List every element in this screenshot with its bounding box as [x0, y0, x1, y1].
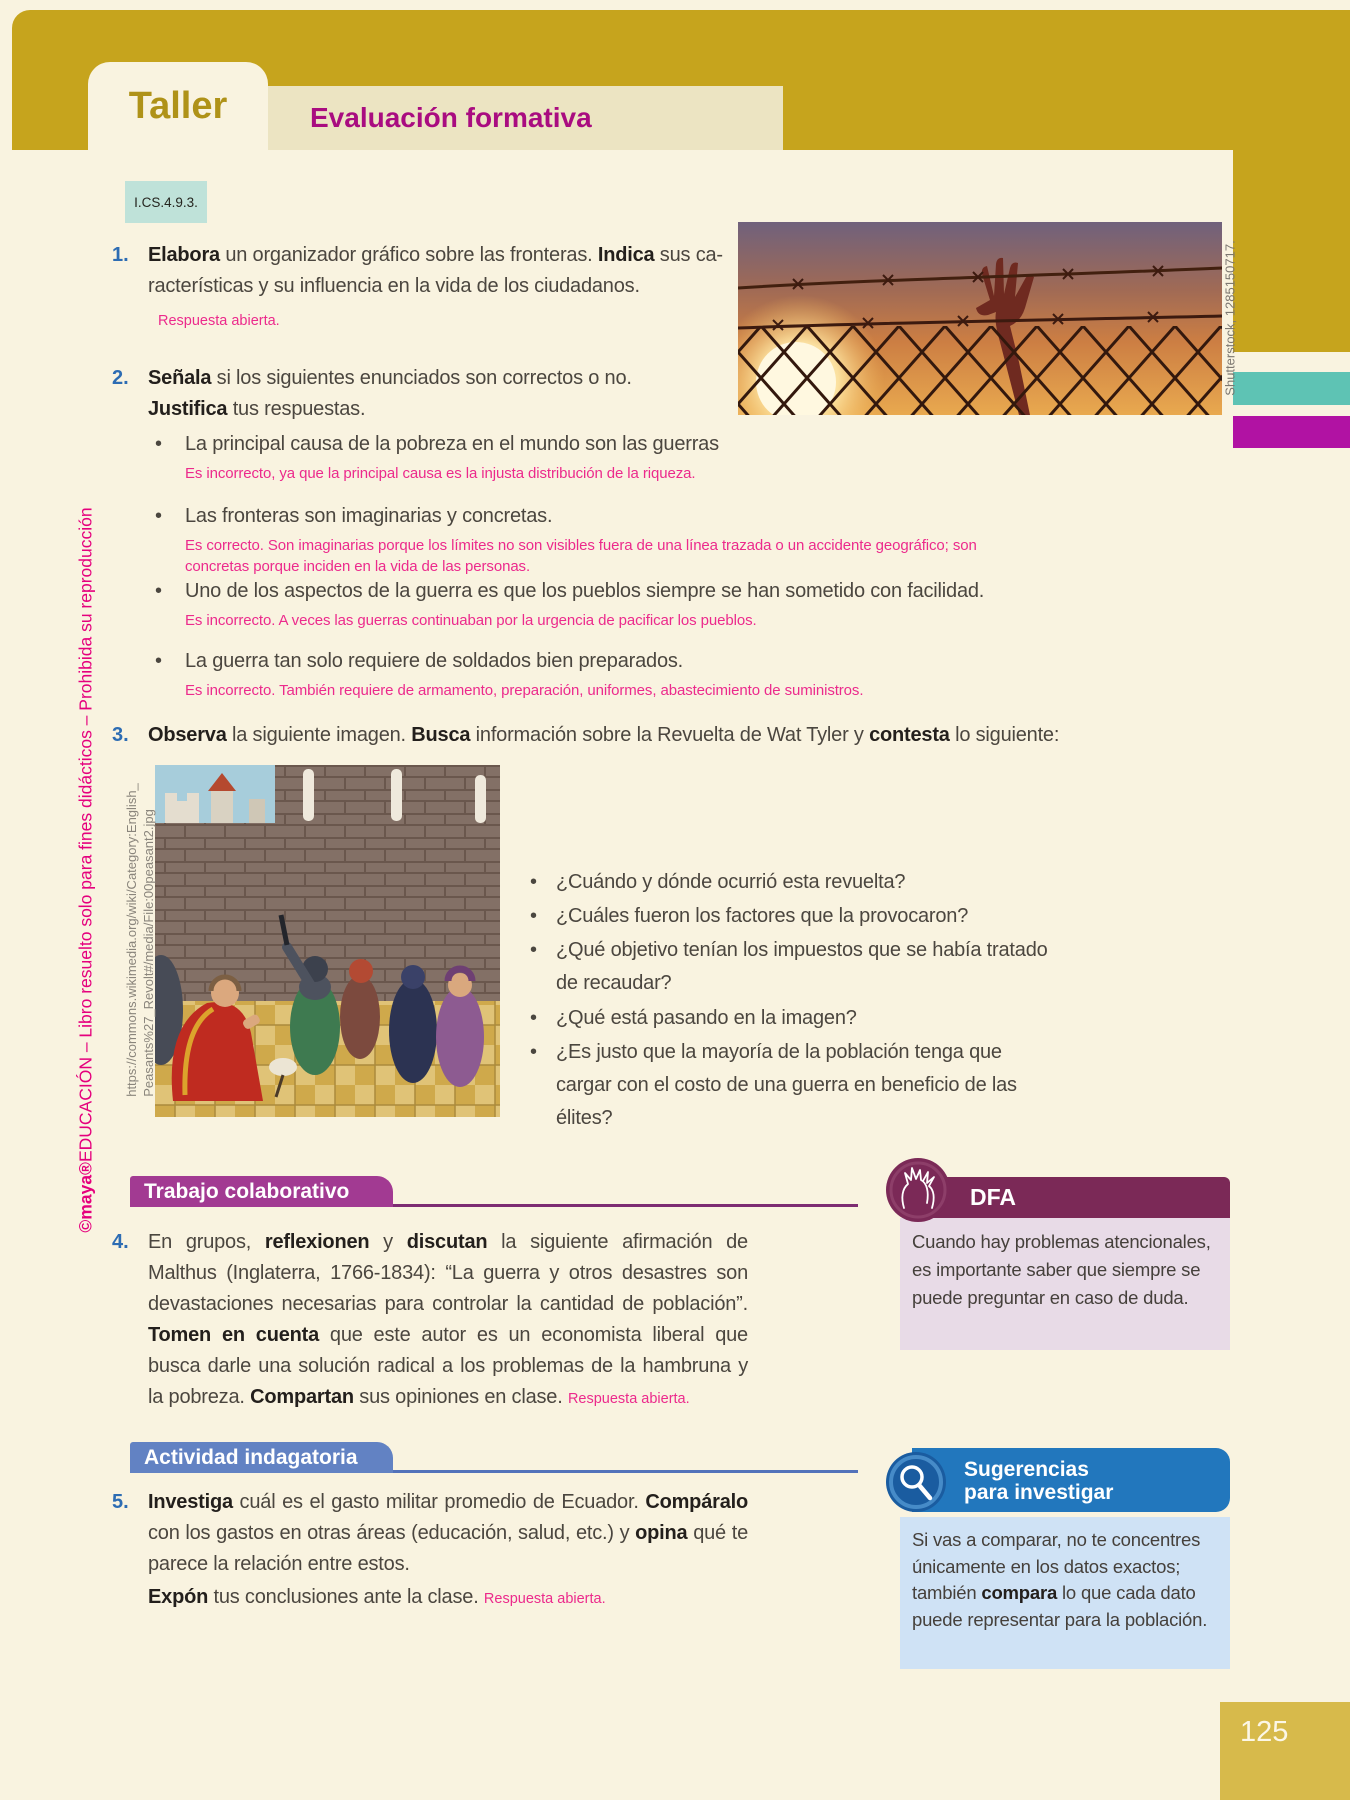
question-4: • ¿Qué está pasando en la imagen?	[556, 1002, 1061, 1035]
image-source-credit: https://commons.wikimedia.org/wiki/Category:English_ Peasants%27_Revolt#/media/File:00peasant2.jpg	[124, 783, 156, 1097]
exercise-1-answer: Respuesta abierta.	[158, 313, 280, 329]
suggestions-box-header: Sugerencias para investigar	[912, 1448, 1230, 1512]
right-magenta-bar	[1233, 416, 1350, 448]
page-number-block	[1220, 1702, 1350, 1800]
statement-4: • La guerra tan solo requiere de soldados bien preparados.	[185, 647, 1025, 675]
exercise-1-text: Elabora un organizador gráfico sobre las fronteras. Indica sus características y su influencia en la vida de los ciudadanos.	[148, 244, 724, 297]
exercise-5-answer: Respuesta abierta.	[483, 1591, 606, 1607]
exercise-2-number: 2.	[112, 367, 129, 389]
exercise-4-number: 4.	[112, 1231, 129, 1253]
right-teal-bar	[1233, 372, 1350, 405]
question-5: • ¿Es justo que la mayoría de la población tenga que cargar con el costo de una guerra en beneficio de las élites?	[556, 1036, 1061, 1135]
exercise-3-number: 3.	[112, 724, 129, 746]
statement-3-answer: Es incorrecto. A veces las guerras continuaban por la urgencia de pacificar los pueblos.	[185, 612, 757, 629]
dfa-box-body: Cuando hay problemas atencionales, es importante saber que siempre se puede preguntar en caso de duda.	[900, 1218, 1230, 1350]
exercise-5-number: 5.	[112, 1491, 129, 1513]
exercise-4-text: En grupos, reflexionen y discutan la siguiente afirmación de Malthus (Inglaterra, 1766-1834): “La guerra y otros desastres son devastaciones necesarias para controlar la cantidad de población”. Tomen en cuenta que este autor es un economista liberal que busca darle una solución radical a los problemas de la hambruna y la pobreza. Compartan sus opiniones en clase. Respuesta abierta.	[148, 1231, 748, 1408]
search-icon	[884, 1450, 948, 1519]
exercise-4-answer: Respuesta abierta.	[567, 1391, 690, 1407]
question-1: • ¿Cuándo y dónde ocurrió esta revuelta?	[556, 866, 1061, 899]
curriculum-code-badge: I.CS.4.9.3.	[125, 181, 207, 223]
statement-2-answer: Es correcto. Son imaginarias porque los límites no son visibles fuera de una línea trazada o un accidente geográfico; son concretas porque inciden en la vida de las personas.	[185, 537, 977, 575]
publisher-logo-text: ©maya®	[75, 1162, 96, 1233]
photo-credit: Shutterstock, 1285150717.	[1222, 240, 1238, 396]
tab-taller	[88, 62, 268, 150]
banner-actividad-indagatoria: Actividad indagatoria	[130, 1442, 393, 1473]
exercise-2-text: Señala si los siguientes enunciados son correctos o no. Justifica tus respuestas.	[148, 367, 632, 420]
question-3: • ¿Qué objetivo tenían los impuestos que se había tratado de recaudar?	[556, 934, 1061, 1000]
tab-taller-label: Taller	[128, 84, 228, 127]
dfa-box-header: DFA	[910, 1177, 1230, 1218]
page-title: Evaluación formativa	[310, 102, 592, 133]
sidebar-copyright: ©maya®EDUCACIÓN – Libro resuelto solo para fines didácticos – Prohibida su reproducción	[75, 507, 96, 1233]
right-gold-block	[1233, 150, 1350, 352]
exercise-1-number: 1.	[112, 244, 129, 266]
suggestions-box-body: Si vas a comparar, no te concentres únicamente en los datos exactos; también compara lo que cada dato puede representar para la población.	[900, 1517, 1230, 1669]
statement-2: • Las fronteras son imaginarias y concretas.	[185, 502, 1025, 530]
exercise-3-text: Observa la siguiente imagen. Busca información sobre la Revuelta de Wat Tyler y contesta lo siguiente:	[148, 724, 1060, 746]
statement-4-answer: Es incorrecto. También requiere de armamento, preparación, uniformes, abastecimiento de suministros.	[185, 682, 864, 699]
header-title-strip	[268, 86, 783, 150]
page-number: 125	[1240, 1716, 1289, 1748]
exercise-5-text-2: Expón tus conclusiones ante la clase. Respuesta abierta.	[148, 1586, 606, 1608]
banner-trabajo-colaborativo: Trabajo colaborativo	[130, 1176, 393, 1207]
statement-1: • La principal causa de la pobreza en el mundo son las guerras	[185, 430, 1025, 458]
exercise-5-text: Investiga cuál es el gasto militar promedio de Ecuador. Compáralo con los gastos en otras áreas (educación, salud, etc.) y opina qué te parece la relación entre estos.	[148, 1491, 748, 1575]
border-fence-photo	[738, 222, 1222, 415]
sign-language-hands-icon	[884, 1156, 952, 1229]
statement-3: • Uno de los aspectos de la guerra es que los pueblos siempre se han sometido con facilidad.	[185, 577, 1025, 605]
statement-1-answer: Es incorrecto, ya que la principal causa es la injusta distribución de la riqueza.	[185, 465, 696, 482]
peasants-revolt-illustration	[155, 765, 500, 1117]
question-2: • ¿Cuáles fueron los factores que la provocaron?	[556, 900, 1061, 933]
